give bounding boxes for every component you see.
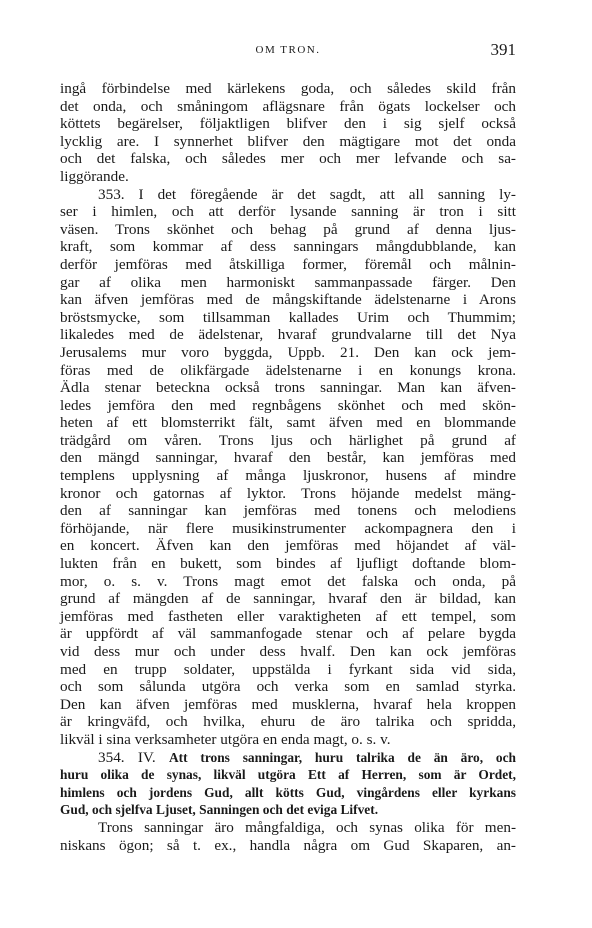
text-line: lycklig are. I synnerhet blifver den mägtigare mot det onda <box>60 132 516 150</box>
running-head <box>60 38 516 68</box>
text-line: och som sålunda utgöra och verka som en samlad styrka. <box>60 678 516 696</box>
text-line: är kringväfd, och hvilka, ehuru de äro talrika och spridda, <box>60 713 516 731</box>
text-line: kraft, som kommar af dess sanningars mångdubblande, kan <box>60 238 516 256</box>
text-line: ingå förbindelse med kärlekens goda, och således skild från <box>60 80 516 97</box>
section-heading-fragment <box>60 766 516 783</box>
text-line: ledes jemföra den med regnbågens skönhet och med skön- <box>60 396 516 414</box>
running-title: OM TRON. <box>255 44 321 56</box>
text-line: trädgård om våren. Trons ljus och härlighet på grund af <box>60 431 516 449</box>
text-line <box>60 801 516 819</box>
text-line: mor, o. s. v. Trons magt emot det falska och onda, på <box>60 572 516 590</box>
text-line: kronor och gatornas af lyktor. Trons höjande medelst mäng- <box>60 484 516 502</box>
section-heading-fragment <box>98 749 516 766</box>
section-heading-fragment <box>60 801 378 818</box>
text-line: Trons sanningar äro mångfaldiga, och synas olika för men- <box>98 818 516 836</box>
text-line: likaledes med de ädelstenar, hvaraf grundvalarne till det Nya <box>60 326 516 344</box>
section-heading-text: himlens och jordens Gud, allt kötts Gud, vingårdens eller kyrkans <box>60 784 516 800</box>
section-heading-text: Gud, och sjelfva Ljuset, Sanningen och det eviga Lifvet. <box>60 802 379 818</box>
section-number: 354. IV. <box>98 748 169 766</box>
section-heading-text: huru olika de synas, likväl utgöra Ett af Herren, som är Ordet, <box>60 767 516 783</box>
text-line: förhöjande, när flere musikinstrumenter ackompagnera den i <box>60 519 516 537</box>
text-line: vid dess mur och under dess hvalf. Den kan ock jemföras <box>60 643 516 660</box>
text-line: likväl i sina verksamheter utgöra en enda magt, o. s. v. <box>60 730 391 748</box>
text-line: templens upplysning af många ljuskronor, husens af mindre <box>60 467 516 485</box>
text-line: och det falska, och således mer och mer lefvande och sa- <box>60 150 516 168</box>
text-line: jemföras med fastheten eller varaktigheten af ett tempel, som <box>60 607 516 625</box>
text-line: derför jemföras med åtskilliga former, föremål och målnin- <box>60 255 516 273</box>
text-line: köttets begärelser, följaktligen blifver den i sig sjelf också <box>60 115 516 133</box>
text-line: bröstsmycke, som tillsamman kallades Urim och Thummim; <box>60 308 516 326</box>
text-line: heten af ett blomsterrikt fält, samt äfven med en blommande <box>60 414 516 432</box>
text-line: den mängd sanningar, hvaraf den består, kan jemföras med <box>60 449 516 467</box>
text-line: liggörande. <box>60 167 129 185</box>
text-line: är uppfördt af väl sammanfogade stenar och af pelare bygda <box>60 625 516 643</box>
text-line: 353. I det föregående är det sagdt, att all sanning ly- <box>98 185 516 203</box>
text-line <box>60 749 516 767</box>
text-line: kan äfven jemföras med de mångskiftande ädelstenarne i Arons <box>60 291 516 309</box>
text-line: Den kan äfven jemföras med musklerna, hvaraf hela kroppen <box>60 695 516 713</box>
text-line: Jerusalems mur voro byggda, Uppb. 21. Den kan ock jem- <box>60 343 516 361</box>
text-line: väsen. Trons skönhet och behag på grund af denna ljus- <box>60 220 516 238</box>
section-heading-fragment <box>60 784 516 801</box>
text-line: Ädla stenar beteckna också trons sanningar. Man kan äfven- <box>60 379 516 397</box>
text-line: det onda, och småningom aflägsnare från ögats lockelser och <box>60 97 516 115</box>
section-heading-text: Att trons sanningar, huru talrika de än äro, och <box>168 749 516 765</box>
text-line <box>60 784 516 802</box>
text-line: grund af mängden af de sanningar, hvaraf den är bildad, kan <box>60 590 516 608</box>
text-line <box>60 766 516 784</box>
body-text <box>60 80 516 854</box>
page-number: 391 <box>490 40 516 59</box>
text-line: en koncert. Äfven kan den jemföras med höjandet af väl- <box>60 537 516 555</box>
text-line: lukten från en bukett, som bindes af ljufligt doftande blom- <box>60 555 516 573</box>
text-line: föras med de olikfärgade ädelstenarne i en konungs krona. <box>60 361 516 379</box>
text-line: den af sanningar kan jemföras med tonens och melodiens <box>60 502 516 520</box>
text-line: niskans ögon; så t. ex., handla några om Gud Skaparen, an- <box>60 836 516 854</box>
text-line: med en trupp soldater, uppstälda i fyrkant sida vid sida, <box>60 660 516 678</box>
text-line: gar af olika men harmoniskt sammanpassade färger. Den <box>60 273 516 291</box>
text-line: ser i himlen, och att derför lysande sanning är tron i sitt <box>60 203 516 221</box>
